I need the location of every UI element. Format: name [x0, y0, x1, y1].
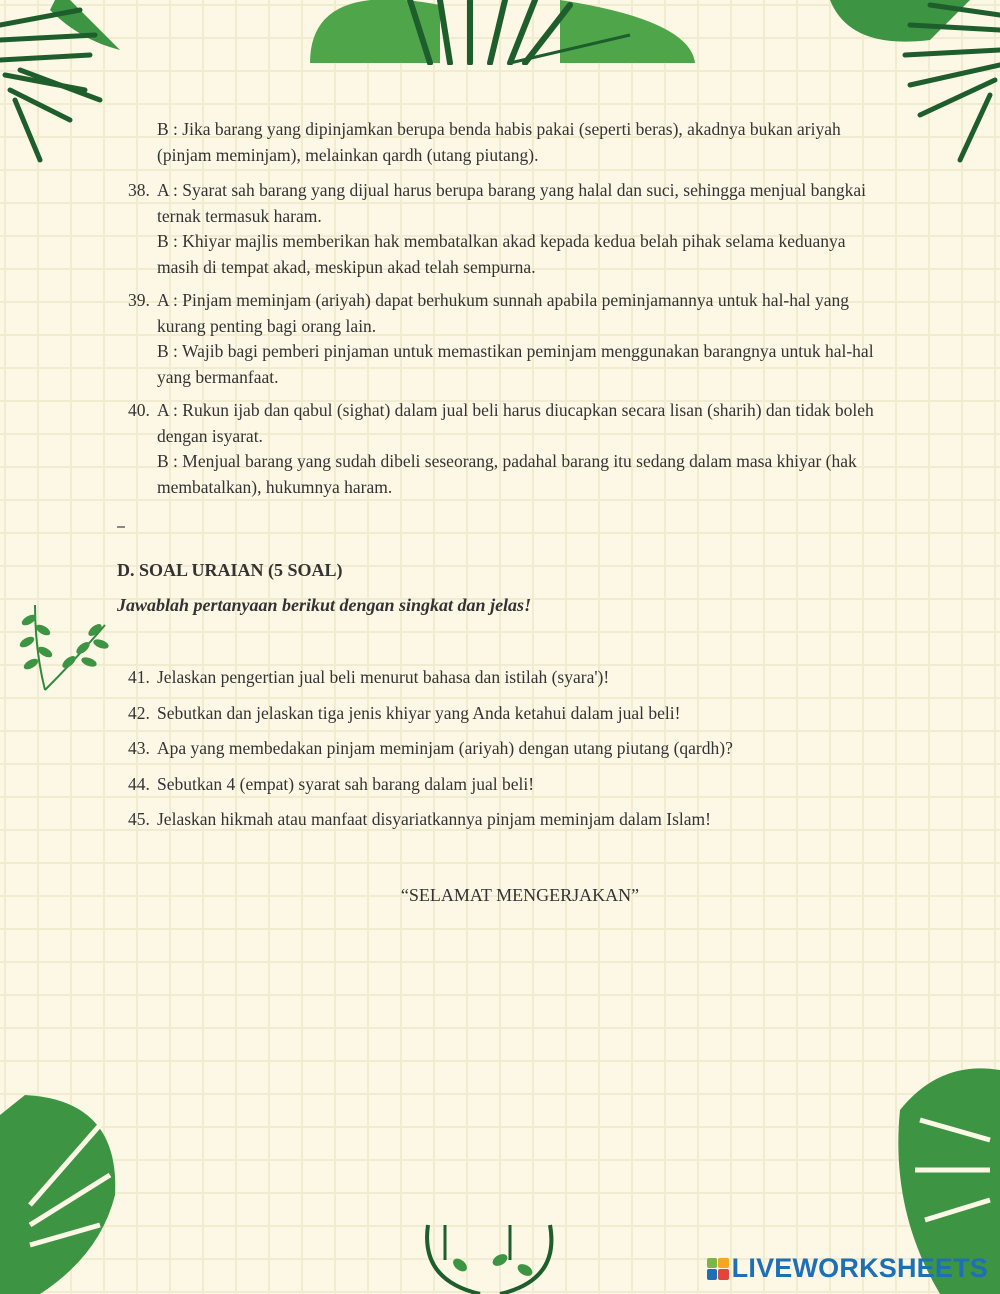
statement-b: B : Menjual barang yang sudah dibeli seseorang, padahal barang itu sedang dalam masa khiyar (hak membatalkan), hukumnya haram. [157, 451, 857, 497]
question-37-continuation [157, 117, 887, 168]
question-text: Sebutkan dan jelaskan tiga jenis khiyar yang Anda ketahui dalam jual beli! [157, 702, 681, 723]
separator-dash [117, 526, 125, 528]
statement-b: B : Khiyar majlis memberikan hak membatalkan akad kepada kedua belah pihak selama keduanya masih di tempat akad, meskipun akad telah sempurna. [157, 231, 846, 277]
statement-b: B : Wajib bagi pemberi pinjaman untuk memastikan peminjam menggunakan barangnya untuk hal-hal yang bermanfaat. [157, 341, 874, 387]
essay-question-list [128, 665, 888, 843]
essay-question-41 [128, 665, 888, 691]
question-number: 44. [128, 773, 150, 794]
statement-a: A : Rukun ijab dan qabul (sighat) dalam jual beli harus diucapkan secara lisan (sharih) dan tidak boleh dengan isyarat. [157, 400, 874, 446]
question-38 [128, 178, 888, 280]
question-text: Jelaskan pengertian jual beli menurut bahasa dan istilah (syara')! [157, 667, 610, 687]
question-text: Jelaskan hikmah atau manfaat disyariatkannya pinjam meminjam dalam Islam! [157, 809, 711, 829]
essay-question-43 [128, 736, 888, 762]
section-instruction: Jawablah pertanyaan berikut dengan singkat dan jelas! [117, 595, 532, 615]
question-number: 38. [128, 180, 150, 200]
bottom-center-vine-decoration [420, 1220, 560, 1294]
essay-question-44 [128, 772, 888, 798]
essay-question-45 [128, 807, 888, 833]
question-text: Apa yang membedakan pinjam meminjam (ariyah) dengan utang piutang (qardh)? [157, 738, 733, 758]
closing-message: “SELAMAT MENGERJAKAN” [400, 885, 640, 905]
statement-a: A : Pinjam meminjam (ariyah) dapat berhukum sunnah apabila peminjamannya untuk hal-hal yang kurang penting bagi orang lain. [157, 290, 850, 336]
liveworksheets-logo-icon [707, 1258, 729, 1280]
multiple-choice-statements [128, 178, 888, 508]
section-title: D. SOAL URAIAN (5 SOAL) [117, 560, 343, 580]
statement-b-37: B : Jika barang yang dipinjamkan berupa benda habis pakai (seperti beras), akadnya bukan ariyah (pinjam meminjam), melainkan qardh (utang piutang). [157, 119, 841, 165]
liveworksheets-brand[interactable] [707, 1253, 988, 1284]
brand-name: LIVEWORKSHEETS [731, 1253, 988, 1283]
question-number: 42. [128, 702, 150, 723]
question-number: 41. [128, 667, 150, 687]
question-39 [128, 288, 888, 390]
question-text: Sebutkan 4 (empat) syarat sah barang dalam jual beli! [157, 773, 535, 794]
question-40 [128, 398, 888, 500]
bottom-left-monstera-decoration [0, 1085, 130, 1294]
statement-a: A : Syarat sah barang yang dijual harus berupa barang yang halal dan suci, sehingga menjual bangkai ternak termasuk haram. [157, 180, 867, 226]
question-number: 43. [128, 738, 150, 758]
question-number: 40. [128, 400, 150, 420]
question-number: 45. [128, 809, 150, 829]
essay-question-42 [128, 701, 888, 727]
top-center-leaves-decoration [310, 0, 700, 65]
question-number: 39. [128, 290, 150, 310]
top-left-palm-leaves-decoration [0, 0, 130, 170]
left-fern-sprig-decoration [15, 600, 115, 695]
